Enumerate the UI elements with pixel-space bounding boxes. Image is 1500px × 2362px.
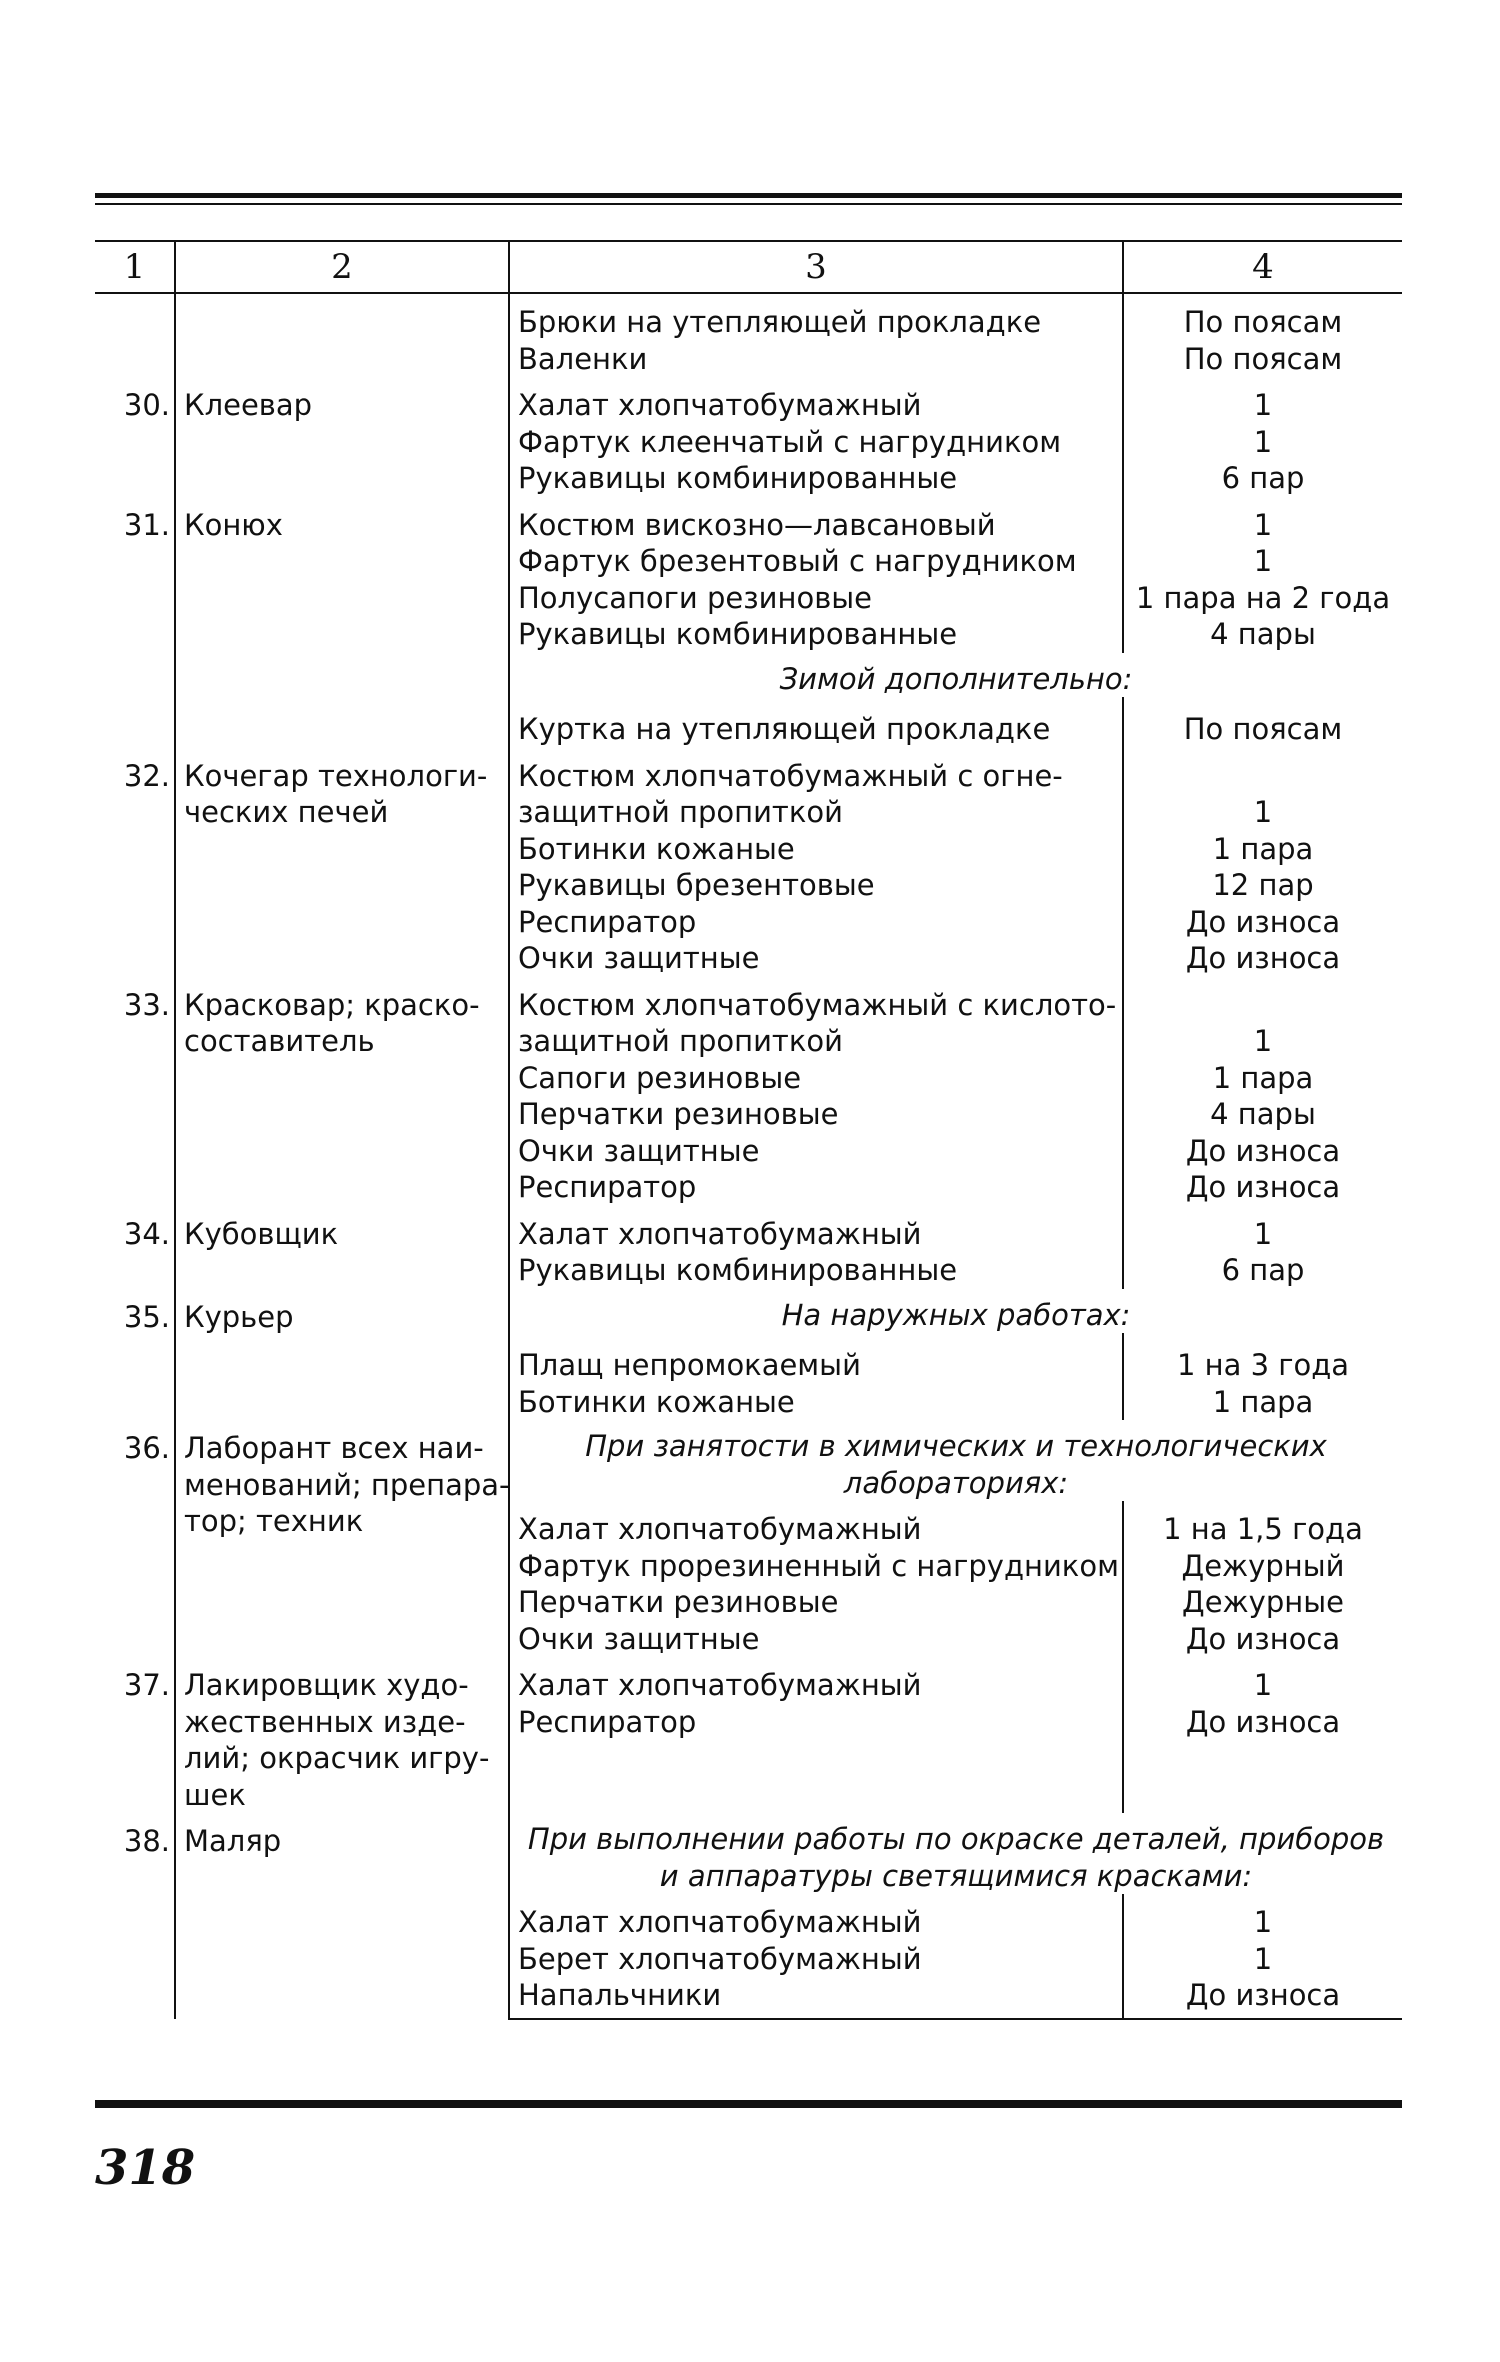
item-names-cell (509, 1501, 1123, 1657)
item-names-cell (509, 377, 1123, 497)
profession-cell (175, 977, 509, 1206)
item-names-cell (509, 1333, 1123, 1420)
table-header-row (95, 241, 1402, 293)
item-name: Респиратор (518, 1704, 697, 1739)
item-qty: До износа (1185, 1621, 1341, 1656)
profession-cell (175, 293, 509, 377)
item-qty: 1 (1253, 1941, 1273, 1976)
table-row (95, 497, 1402, 653)
condition-note-text: и аппаратуры светящимися красками: (659, 1858, 1253, 1893)
item-name: защитной пропиткой (518, 795, 843, 829)
item-name: Ботинки кожаные (518, 831, 795, 866)
item-qty: 1 (1253, 507, 1273, 542)
item-qty: 6 пар (1221, 1253, 1305, 1287)
table-row (95, 1420, 1402, 1501)
item-name: Ботинки кожаные (518, 1384, 795, 1419)
table-row (95, 1813, 1402, 1894)
item-qty: По поясам (1183, 341, 1343, 376)
item-name: Костюм хлопчатобумажный с кислото- (518, 987, 1117, 1022)
item-qty-cell (1123, 697, 1402, 748)
profession-cell (175, 1289, 509, 1421)
item-name: Халат хлопчатобумажный (518, 1512, 922, 1546)
item-name: Брюки на утепляющей прокладке (518, 305, 1042, 339)
item-qty: 1 на 1,5 года (1163, 1512, 1363, 1546)
item-qty: 1 (1253, 1024, 1273, 1058)
item-qty: По поясам (1183, 305, 1343, 339)
item-names-cell (509, 1657, 1123, 1813)
item-name: Напальчники (518, 1978, 722, 2012)
item-name: Перчатки резиновые (518, 1585, 839, 1619)
item-name: Халат хлопчатобумажный (518, 1668, 922, 1702)
column-header-1: 1 (95, 241, 175, 293)
profession-cell (175, 1813, 509, 2019)
item-name: Халат хлопчатобумажный (518, 1216, 922, 1251)
item-name: Респиратор (518, 1170, 697, 1204)
column-header-2: 2 (175, 241, 509, 293)
item-qty: 1 пара (1212, 831, 1314, 866)
condition-note-text: На наружных работах: (781, 1297, 1131, 1332)
column-header-3: 3 (509, 241, 1123, 293)
item-name: Респиратор (518, 904, 697, 939)
row-number (95, 293, 175, 377)
item-name: Костюм вискозно—лавсановый (518, 507, 996, 542)
condition-note-text: лабораториях: (843, 1465, 1069, 1500)
condition-note-text: Зимой дополнительно: (779, 661, 1133, 696)
row-number: 30. (95, 377, 175, 497)
table-row (95, 293, 1402, 377)
row-number: 32. (95, 748, 175, 977)
item-qty: Дежурный (1181, 1548, 1345, 1583)
item-names-cell (509, 977, 1123, 1206)
item-qty: 1 (1253, 1905, 1273, 1939)
item-name: Полусапоги резиновые (518, 580, 873, 615)
item-qty: 1 (1253, 424, 1273, 459)
profession-name: ческих печей (184, 795, 389, 829)
item-name: Халат хлопчатобумажный (518, 388, 922, 422)
table-row (95, 377, 1402, 497)
item-name: защитной пропиткой (518, 1024, 843, 1058)
profession-name: жественных изде- (184, 1704, 466, 1739)
profession-cell (175, 1420, 509, 1657)
bottom-rule (95, 2100, 1402, 2108)
item-qty: До износа (1185, 1133, 1341, 1168)
top-rule-thick (95, 193, 1402, 198)
table-row (95, 1206, 1402, 1289)
row-number: 36. (95, 1420, 175, 1657)
profession-name: Маляр (184, 1824, 282, 1858)
item-qty: 1 пара (1212, 1060, 1314, 1095)
profession-name: лий; окрасчик игру- (184, 1741, 490, 1775)
profession-name: шек (184, 1777, 246, 1812)
item-qty: До износа (1185, 1978, 1341, 2012)
item-name: Фартук брезентовый с нагрудником (518, 544, 1077, 578)
item-qty-cell (1123, 1333, 1402, 1420)
item-names-cell (509, 1206, 1123, 1289)
item-qty-cell (1123, 497, 1402, 653)
condition-note-text: При занятости в химических и технологических (585, 1429, 1327, 1463)
profession-name: Красковар; краско- (184, 987, 480, 1022)
item-qty: Дежурные (1182, 1585, 1344, 1619)
item-name: Берет хлопчатобумажный (518, 1941, 922, 1976)
item-names-cell (509, 748, 1123, 977)
row-number: 35. (95, 1289, 175, 1421)
row-number: 34. (95, 1206, 175, 1289)
condition-note (509, 1289, 1402, 1334)
item-qty-cell (1123, 1206, 1402, 1289)
item-qty: 1 (1253, 544, 1273, 578)
row-number: 31. (95, 497, 175, 748)
column-header-4: 4 (1123, 241, 1402, 293)
item-qty-cell (1123, 377, 1402, 497)
profession-name: тор; техник (184, 1504, 364, 1538)
item-qty: 1 (1253, 1216, 1273, 1251)
item-qty: 1 (1253, 1668, 1273, 1702)
item-qty: 1 на 3 года (1176, 1348, 1350, 1382)
item-qty-cell (1123, 977, 1402, 1206)
row-number: 33. (95, 977, 175, 1206)
item-qty: 12 пар (1212, 868, 1314, 902)
item-name: Рукавицы комбинированные (518, 617, 958, 651)
item-qty: 1 (1253, 388, 1273, 422)
item-qty: До износа (1185, 941, 1341, 975)
item-name: Очки защитные (518, 941, 760, 975)
profession-name: Конюх (184, 507, 283, 542)
top-rule-thin (95, 203, 1402, 205)
item-name: Перчатки резиновые (518, 1097, 839, 1131)
ppe-norms-table (95, 240, 1402, 2020)
profession-name: Лаборант всех наи- (184, 1431, 484, 1465)
item-qty-cell (1123, 748, 1402, 977)
item-name: Халат хлопчатобумажный (518, 1905, 922, 1939)
condition-note-text: При выполнении работы по окраске деталей, приборов (527, 1822, 1385, 1856)
item-name: Очки защитные (518, 1621, 760, 1656)
item-qty-cell (1123, 1894, 1402, 2019)
table-row (95, 977, 1402, 1206)
item-name: Валенки (518, 341, 648, 376)
item-name: Куртка на утепляющей прокладке (518, 712, 1051, 746)
table-row (95, 748, 1402, 977)
item-name: Фартук прорезиненный с нагрудником (518, 1548, 1119, 1583)
item-names-cell (509, 293, 1123, 377)
item-qty: 4 пары (1210, 617, 1316, 651)
item-qty: 4 пары (1210, 1097, 1316, 1131)
item-name: Сапоги резиновые (518, 1060, 802, 1095)
item-name: Очки защитные (518, 1133, 760, 1168)
page-number: 318 (95, 2140, 196, 2196)
profession-name: Кочегар технологи- (184, 758, 488, 793)
item-qty: До износа (1185, 1704, 1341, 1739)
item-qty-cell (1123, 293, 1402, 377)
condition-note (509, 653, 1402, 698)
item-qty: 6 пар (1221, 461, 1305, 495)
profession-cell (175, 1657, 509, 1813)
item-qty: 1 пара (1212, 1384, 1314, 1419)
item-qty-cell (1123, 1501, 1402, 1657)
profession-cell (175, 748, 509, 977)
profession-cell (175, 497, 509, 748)
item-name: Рукавицы комбинированные (518, 461, 958, 495)
item-qty: 1 пара на 2 года (1135, 580, 1391, 615)
item-names-cell (509, 1894, 1123, 2019)
table-row (95, 1289, 1402, 1334)
profession-name: Кубовщик (184, 1216, 339, 1251)
item-name: Рукавицы комбинированные (518, 1253, 958, 1287)
item-name: Плащ непромокаемый (518, 1348, 861, 1382)
item-names-cell (509, 497, 1123, 653)
table-row (95, 1657, 1402, 1813)
row-number: 38. (95, 1813, 175, 2019)
item-qty: До износа (1185, 904, 1341, 939)
item-name: Костюм хлопчатобумажный с огне- (518, 758, 1063, 793)
profession-name: Клеевар (184, 388, 313, 422)
item-name: Фартук клеенчатый с нагрудником (518, 424, 1062, 459)
condition-note (509, 1420, 1402, 1501)
profession-cell (175, 377, 509, 497)
profession-name: менований; препара- (184, 1467, 510, 1502)
item-name: Рукавицы брезентовые (518, 868, 875, 902)
item-qty-cell (1123, 1657, 1402, 1813)
profession-name: Лакировщик худо- (184, 1668, 469, 1702)
profession-name: Курьер (184, 1299, 294, 1334)
item-qty: До износа (1185, 1170, 1341, 1204)
item-qty: 1 (1253, 795, 1273, 829)
profession-cell (175, 1206, 509, 1289)
profession-name: составитель (184, 1024, 375, 1058)
row-number: 37. (95, 1657, 175, 1813)
item-names-cell (509, 697, 1123, 748)
condition-note (509, 1813, 1402, 1894)
item-qty: По поясам (1183, 712, 1343, 746)
